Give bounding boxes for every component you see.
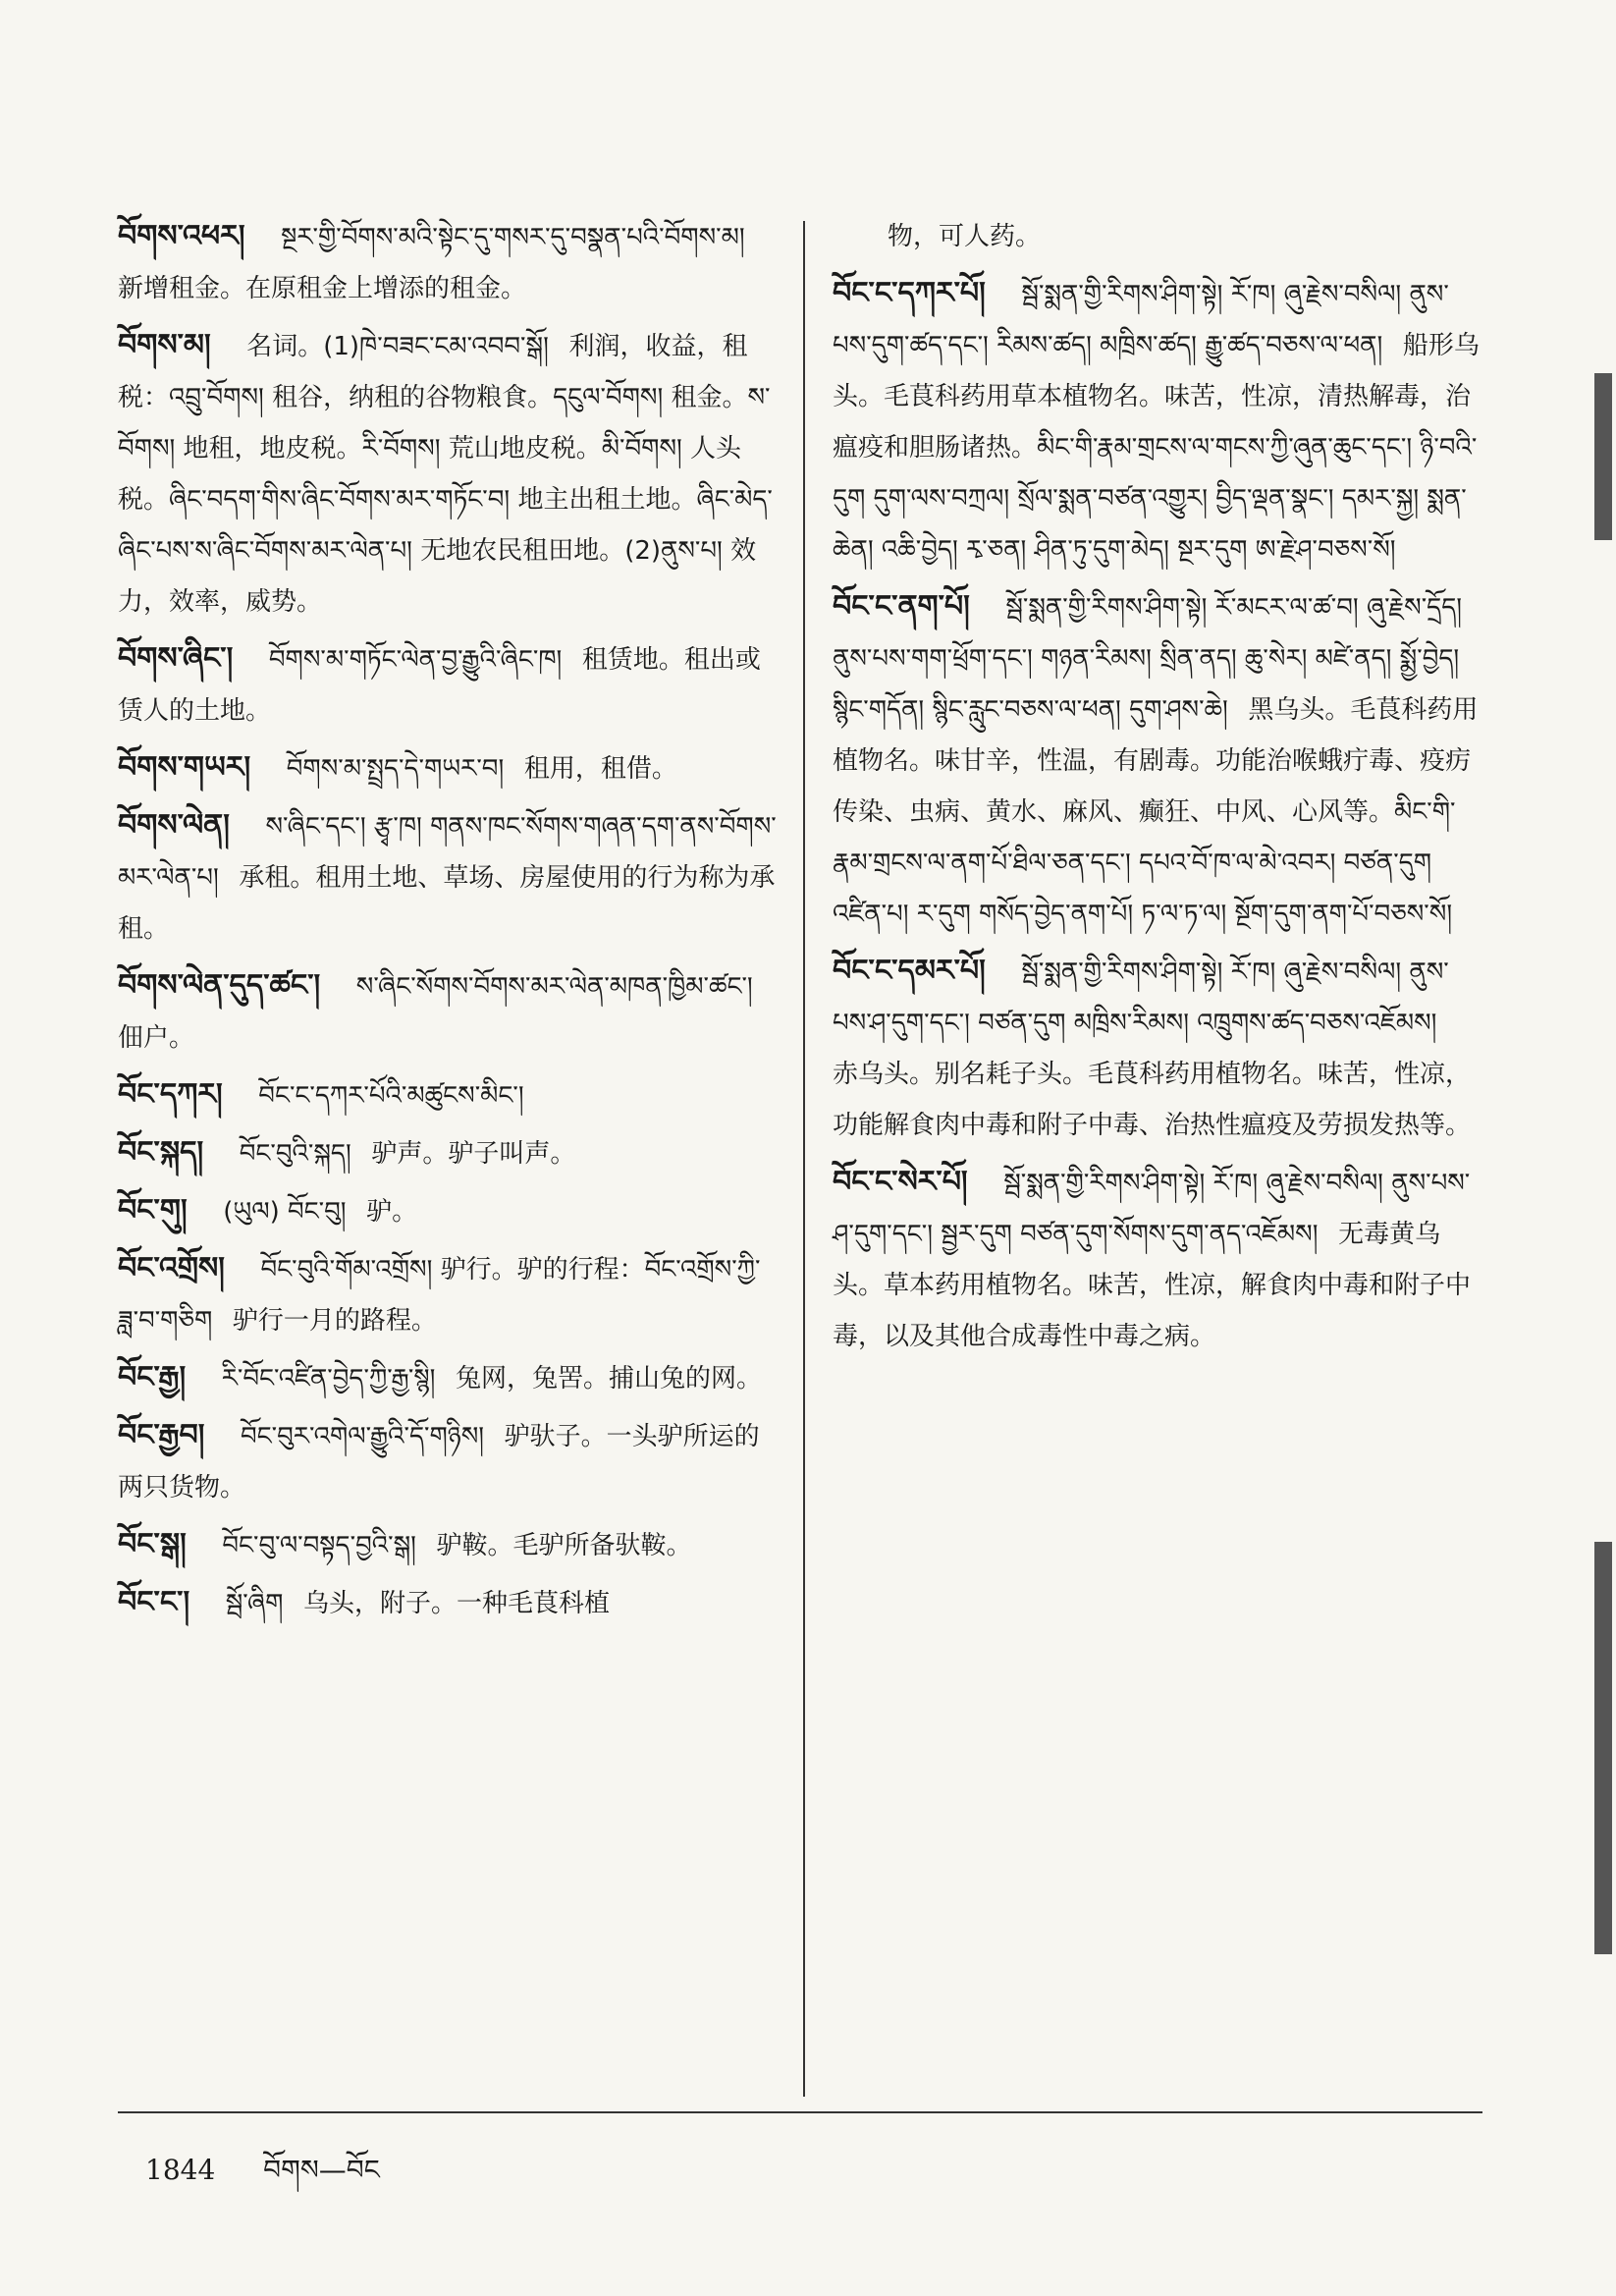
tibetan-definition: བོགས་མ་སྤྲད་དེ་གཡར་བ། — [286, 754, 505, 784]
dictionary-entry — [118, 960, 781, 1064]
dictionary-entry — [118, 211, 781, 314]
dictionary-entry — [833, 268, 1481, 575]
dictionary-entry — [118, 1069, 781, 1121]
dictionary-entry — [118, 1243, 781, 1346]
dictionary-entry — [118, 800, 781, 955]
dictionary-entry — [118, 1352, 781, 1404]
tibetan-definition: སྦོ་སྨན་གྱི་རིགས་ཤིག་སྟེ། རོ་ཁ། ཞུ་རྗེས་བསིལ། ནུས་པས་ཤ་དུག་དང་། བཙན་དུག མཁྲིས་རིམས། འཁྲུགས་ཚད་བཅས་འཇོམས། — [833, 957, 1449, 1038]
tibetan-definition: སྦོ་སྨན་གྱི་རིགས་ཤིག་སྟེ། རོ་ཁ། ཞུ་རྗེས་བསིལ། ནུས་པས་དུག་ཚད་དང་། རིམས་ཚད། མཁྲིས་ཚད། རྒྱུ་ཚད་བཅས་ལ་ཕན། — [833, 280, 1449, 360]
tibetan-definition: སྦོ་སྨན་གྱི་རིགས་ཤིག་སྟེ། རོ་ཁ། ཞུ་རྗེས་བསིལ། ནུས་པས་ཤ་དུག་དང་། སྦྱར་དུག བཙན་དུག་སོགས་དུག་ནད་འཇོམས། — [833, 1169, 1471, 1249]
headword: བོང་དཀར། — [118, 1077, 223, 1112]
dictionary-entry — [118, 1577, 781, 1629]
chinese-definition: 租赁地。租出或赁人的土地。 — [118, 645, 761, 726]
tibetan-definition: སྦོ་སྨན་གྱི་རིགས་ཤིག་སྟེ། རོ་མངར་ལ་ཚ་བ། ཞུ་རྗེས་དྲོད། ནུས་པས་གག་ཕྲོག་དང་། གཉན་རིམས། སྲིན་ནད། ཆུ་སེར། མཛེ་ནད། སྨྱོ་བྱེད། སྙིང་གདོན། སྙིང་རླུང་བཅས་ལ་ཕན། དུག་ཤས་ཆེ། — [833, 593, 1463, 725]
tibetan-definition: བོང་བུར་འགེལ་རྒྱུའི་དོ་གཉིས། — [240, 1422, 485, 1451]
left-column — [118, 211, 781, 1635]
headword: བོང་རྒྱ། — [118, 1360, 187, 1394]
headword: བོགས་འཕར། — [118, 219, 245, 253]
chinese-definition: 乌头，附子。一种毛茛科植 — [303, 1589, 611, 1618]
headword: བོང་སྐད། — [118, 1135, 204, 1170]
dictionary-entry — [833, 581, 1481, 940]
scan-edge-marks — [1590, 0, 1616, 2296]
chinese-definition: 赤乌头。别名耗子头。毛茛科药用植物名。味苦，性凉，功能解食肉中毒和附子中毒、治热性瘟疫及劳损发热等。 — [833, 1060, 1472, 1140]
chinese-definition: 驴鞍。毛驴所备驮鞍。 — [436, 1531, 692, 1560]
tibetan-definition: (ཡུལ) བོང་བུ། — [223, 1197, 347, 1227]
tibetan-definition: སྔར་གྱི་བོགས་མའི་སྟེང་དུ་གསར་དུ་བསྣན་པའི་བོགས་མ། — [281, 223, 745, 252]
chinese-definition: 利润，收益，租税：འབྲུ་བོགས། 租谷，纳租的谷物粮食。དངུལ་བོགས། 租金。ས་བོགས། 地租，地皮税。རི་བོགས། 荒山地皮税。མི་བོགས། 人头税。ཞིང་བདག་གིས་ཞིང་བོགས་མར་གཏོང་བ། 地主出租土地。ཞིང་མེད་ཞིང་པས་ས་ཞིང་བོགས་མར་ལེན་པ། 无地农民租田地。(2)ནུས་པ། 效力，效率，威势。 — [118, 332, 773, 617]
headword: བོང་གུ། — [118, 1193, 188, 1228]
chinese-definition: 驴驮子。一头驴所运的两只货物。 — [118, 1422, 760, 1503]
headword: བོང་འགྲོས། — [118, 1251, 225, 1285]
headword: བོང་ང་། — [118, 1585, 190, 1619]
dictionary-entry — [833, 1157, 1481, 1362]
dictionary-entry — [118, 633, 781, 737]
dictionary-entry — [118, 1127, 781, 1179]
headword: བོང་ང་དམར་པོ། — [833, 954, 986, 988]
page-footer — [145, 2139, 380, 2216]
chinese-definition: 承租。租用土地、草场、房屋使用的行为称为承租。 — [118, 863, 776, 944]
page-number: 1844 — [145, 2154, 216, 2186]
right-column — [833, 211, 1481, 1368]
dictionary-entry — [118, 1519, 781, 1571]
headword: བོང་ང་སེར་པོ། — [833, 1165, 968, 1199]
headword: བོགས་ཞིང་། — [118, 641, 234, 676]
chinese-definition: 黑乌头。毛茛科药用植物名。味甘辛，性温，有剧毒。功能治喉蛾疔毒、疫疠传染、虫病、黄水、麻风、癫狂、中风、心风等。མིང་གི་རྣམ་གྲངས་ལ་ནག་པོ་ཐིལ་ཅན་དང་། དཔའ་བོ་ཁ་ལ་མེ་འབར། བཙན་དུག འཛིན་པ། ར་དུག གསོད་བྱེད་ནག་པོ། ཏ་ལ་ཏ་ལ། སྔོག་དུག་ནག་པོ་བཅས་སོ། — [833, 695, 1479, 929]
chinese-definition: 驴。 — [366, 1197, 418, 1227]
tibetan-definition: བོང་ང་དཀར་པོའི་མཚུངས་མིང་། — [258, 1081, 524, 1111]
tibetan-definition: རི་བོང་འཛིན་བྱེད་ཀྱི་རྒྱ་སྙི། — [221, 1364, 436, 1394]
dictionary-entry — [118, 320, 781, 628]
footer-rule — [118, 2111, 1482, 2113]
continued-entry — [833, 211, 1481, 262]
dictionary-entry — [118, 742, 781, 794]
tibetan-definition: བོང་བུའི་གོམ་འགྲོས། 驴行。驴的行程：བོང་འགྲོས་ཀྱི་ཟླ་བ་གཅིག — [118, 1255, 761, 1336]
chinese-definition: 新增租金。在原租金上增添的租金。 — [118, 274, 527, 303]
headword: བོང་ང་དཀར་པོ། — [833, 276, 986, 310]
tibetan-definition: ས་ཞིང་སོགས་བོགས་མར་ལེན་མཁན་ཁྱིམ་ཚང་། — [355, 972, 753, 1002]
tibetan-definition: བོགས་མ་གཏོང་ལེན་བྱ་རྒྱུའི་ཞིང་ཁ། — [268, 645, 563, 675]
dictionary-entry — [118, 1185, 781, 1237]
edge-mark — [1594, 373, 1612, 540]
edge-mark — [1594, 1542, 1612, 1954]
tibetan-definition: སྦོ་ཞིག — [225, 1589, 284, 1618]
headword-range: བོགས—བོང — [263, 2154, 380, 2186]
headword: བོགས་ལེན་དུད་ཚང་། — [118, 968, 321, 1003]
tibetan-definition: 名词。(1)ཁེ་བཟང་ངམ་འབབ་སྒོ། — [246, 332, 549, 361]
tibetan-definition: ས་ཞིང་དང་། རྩྭ་ཁ། གནས་ཁང་སོགས་གཞན་དག་ནས་བོགས་མར་ལེན་པ། — [118, 812, 777, 893]
chinese-definition: 无毒黄乌头。草本药用植物名。味苦，性凉，解食肉中毒和附子中毒，以及其他合成毒性中毒之病。 — [833, 1220, 1472, 1351]
tibetan-definition: བོང་བུའི་སྐད། — [239, 1139, 351, 1169]
headword: བོགས་མ། — [118, 328, 211, 362]
chinese-definition: 驴行一月的路程。 — [232, 1306, 437, 1336]
column-divider — [803, 221, 805, 2097]
chinese-definition: 佃户。 — [118, 1023, 195, 1053]
headword: བོགས་ལེན། — [118, 808, 230, 843]
headword: བོང་རྒྱབ། — [118, 1418, 205, 1452]
headword: བོགས་གཡར། — [118, 750, 251, 785]
chinese-definition: 租用，租借。 — [523, 754, 677, 784]
headword: བོང་ང་ནག་པོ། — [833, 589, 970, 624]
chinese-definition: 驴声。驴子叫声。 — [371, 1139, 576, 1169]
headword: བོང་སྒ། — [118, 1527, 187, 1561]
tibetan-definition: བོང་བུ་ལ་བསྟད་བྱའི་སྒ། — [222, 1531, 416, 1560]
dictionary-entry — [833, 946, 1481, 1151]
chinese-definition: 船形乌头。毛茛科药用草本植物名。味苦，性凉，清热解毒，治瘟疫和胆肠诸热。མིང་གི་རྣམ་གྲངས་ལ་གངས་ཀྱི་ཞུན་ཆུང་དང་། ཉི་བའི་དུག དུག་ལས་བཀྲལ། སྲོལ་སྨན་བཙན་འགྱུར། བྱིད་ལྡན་སྣང་། དམར་སྐྱ། སྨན་ཆེན། འཆི་བྱེད། རྭ་ཅན། ཤིན་ཏུ་དུག་མེད། སྔར་དུག ཨ་རྗེ་ཤ་བཅས་སོ། — [833, 331, 1480, 565]
dictionary-entry — [118, 1410, 781, 1513]
chinese-definition: 物，可人药。 — [888, 222, 1042, 251]
chinese-definition: 兔网，兔罟。捕山兔的网。 — [456, 1364, 763, 1394]
